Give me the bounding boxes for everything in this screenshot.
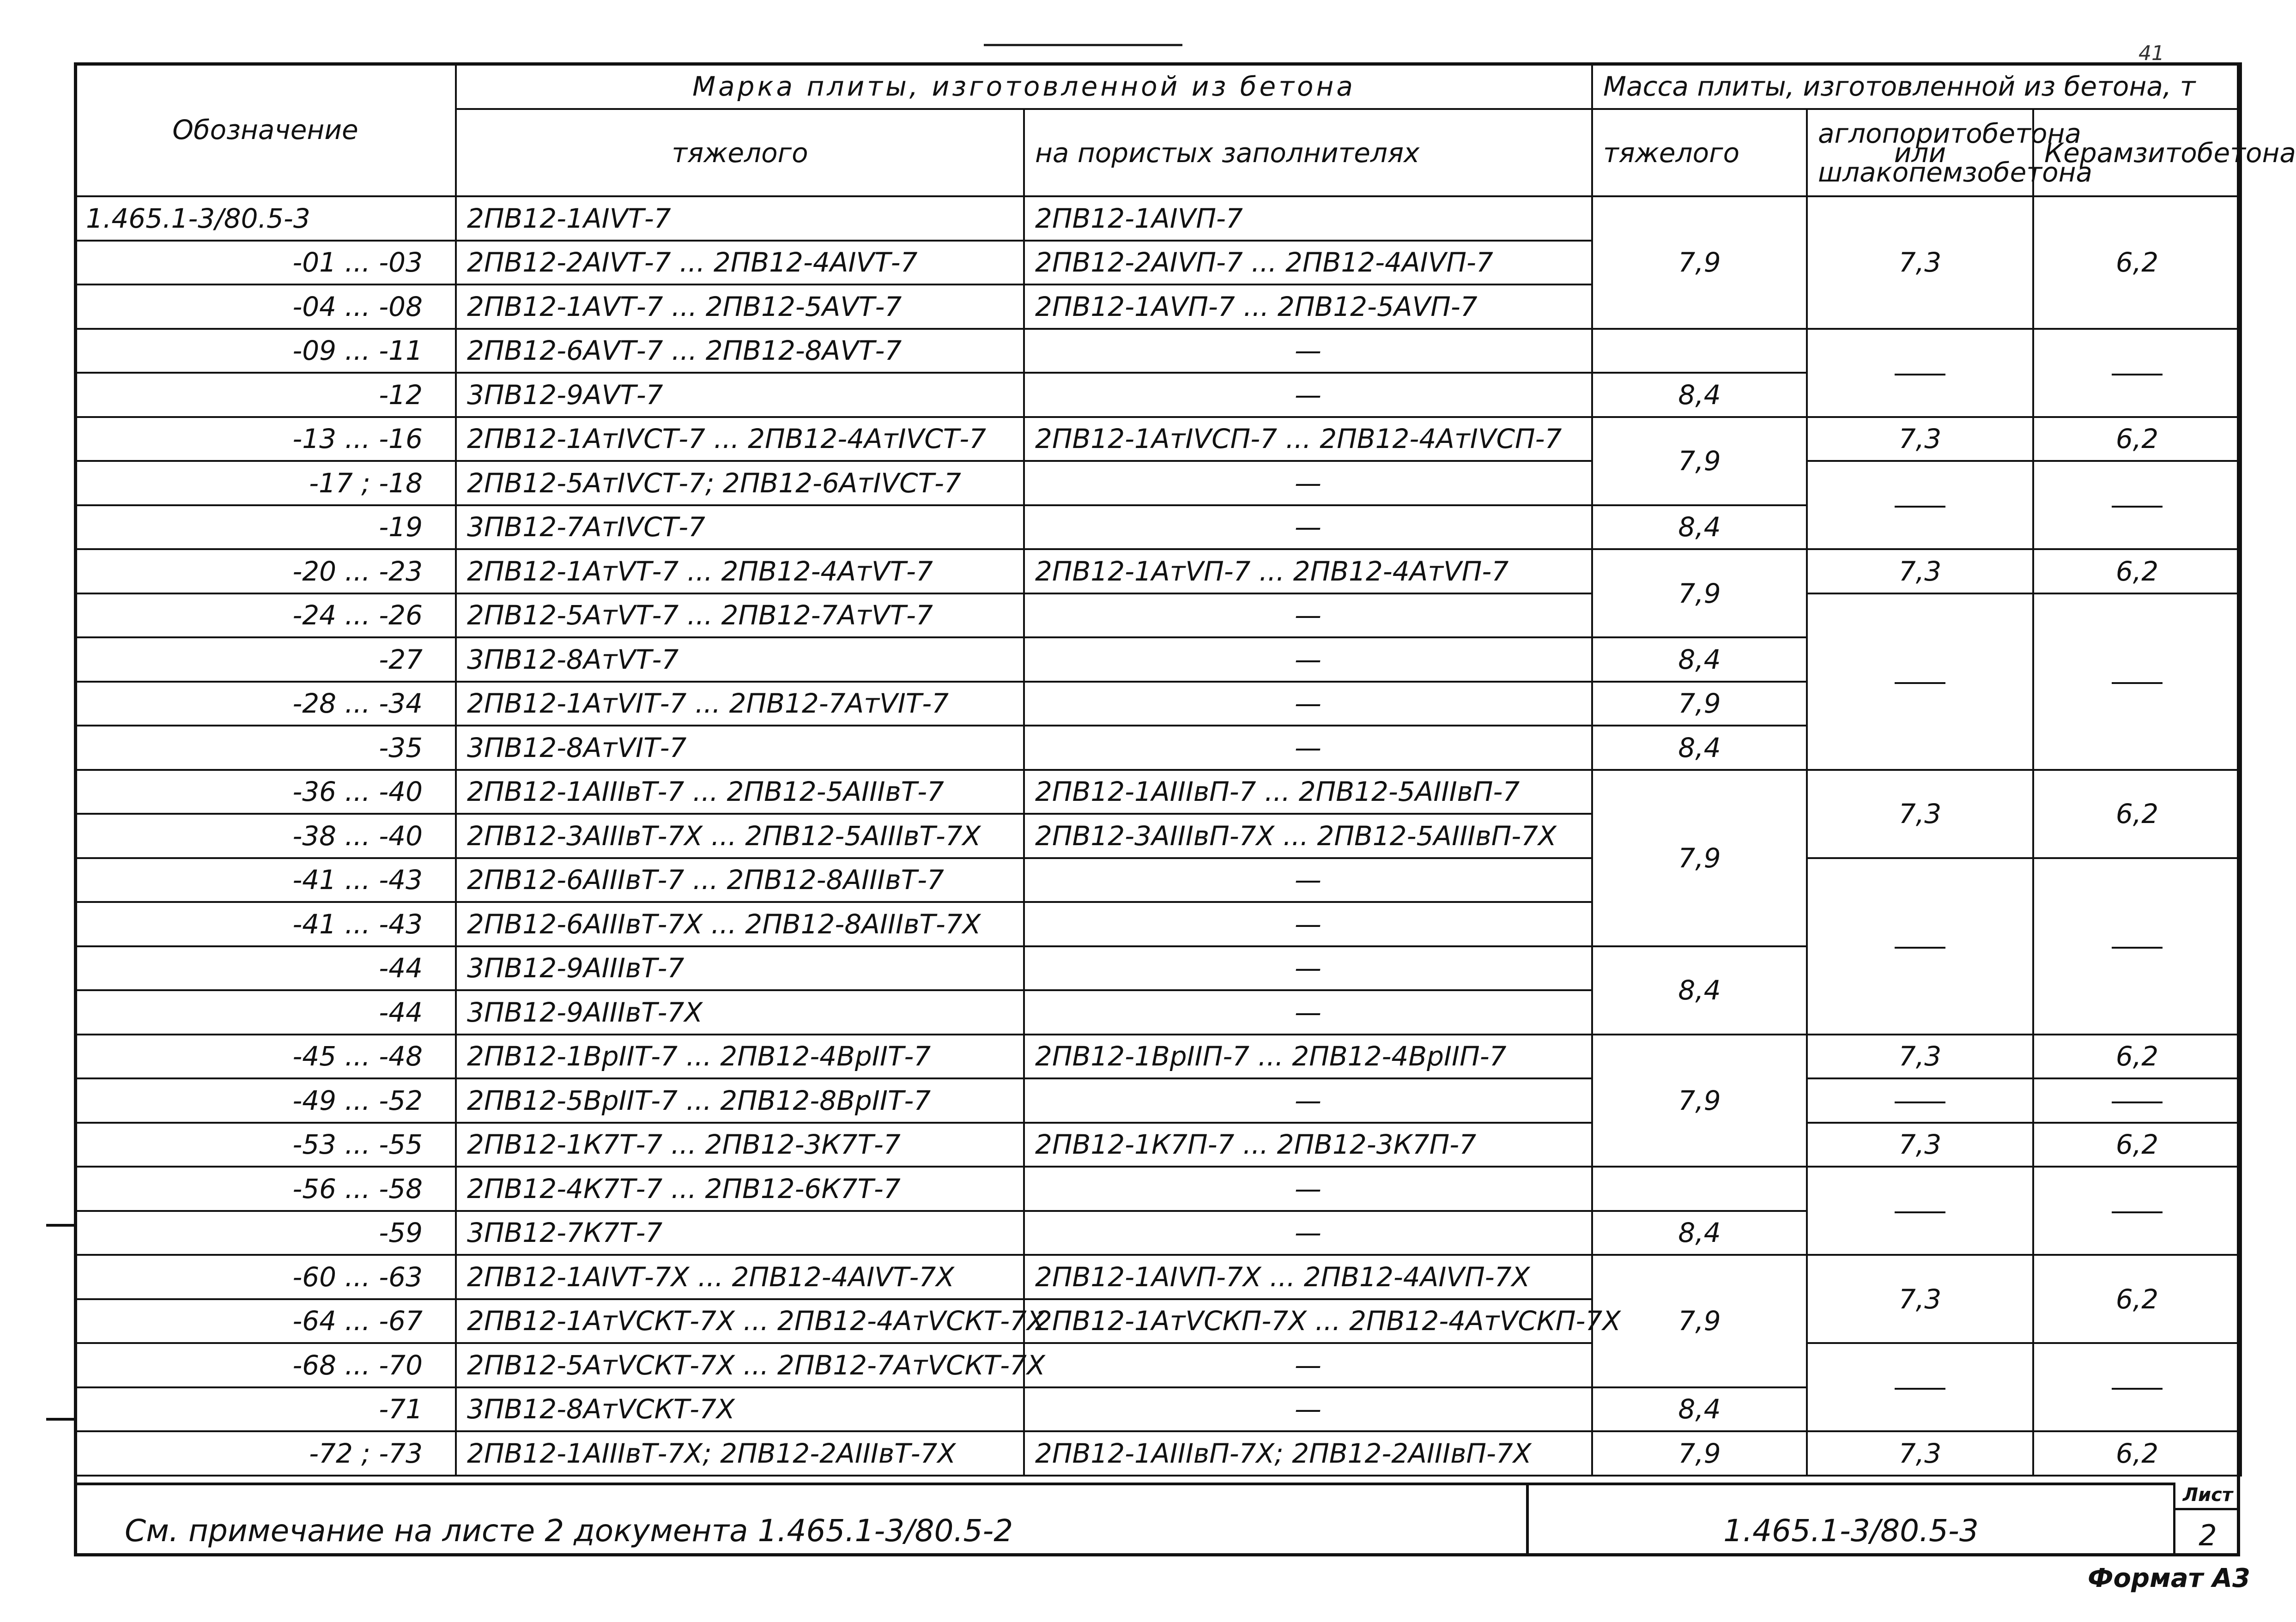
mass-agloporite-dash <box>1807 1343 2033 1431</box>
mass-agloporite-value: 7,3 <box>1807 1035 2033 1079</box>
mass-heavy-value: 7,9 <box>1592 770 1807 946</box>
row-designation: -45 ... -48 <box>75 1035 456 1079</box>
sheet-label: Лист <box>2173 1483 2240 1510</box>
mass-agloporite-dash <box>1807 1167 2033 1255</box>
row-heavy-mark: 2ПВ12-2АIVТ-7 ... 2ПВ12-4АIVТ-7 <box>456 241 1024 285</box>
row-porous-mark: — <box>1024 858 1592 902</box>
row-porous-mark: — <box>1024 593 1592 638</box>
header-row <box>75 63 2241 109</box>
row-porous-mark: — <box>1024 637 1592 682</box>
row-heavy-mark: 2ПВ12-1АIIIвТ-7Х; 2ПВ12-2АIIIвТ-7Х <box>456 1431 1024 1476</box>
row-designation: -41 ... -43 <box>75 902 456 946</box>
mass-heavy-value: 8,4 <box>1592 637 1807 682</box>
specification-table <box>74 62 2296 1477</box>
row-designation: -38 ... -40 <box>75 814 456 858</box>
row-porous-mark: 2ПВ12-2АIVП-7 ... 2ПВ12-4АIVП-7 <box>1024 241 1592 285</box>
row-porous-mark: 2ПВ12-1АVП-7 ... 2ПВ12-5АVП-7 <box>1024 284 1592 329</box>
row-heavy-mark: 2ПВ12-1АVТ-7 ... 2ПВ12-5АVТ-7 <box>456 284 1024 329</box>
table-row <box>75 1123 2241 1167</box>
mass-agloporite-value: 7,3 <box>1807 1123 2033 1167</box>
table-row <box>75 1078 2241 1123</box>
mass-agloporite-value: 7,3 <box>1807 196 2033 329</box>
row-heavy-mark: 3ПВ12-8АтVТ-7 <box>456 637 1024 682</box>
mass-heavy-value: 7,9 <box>1592 1255 1807 1387</box>
mass-heavy-value: 8,4 <box>1592 946 1807 1035</box>
row-heavy-mark: 2ПВ12-1АтVIТ-7 ... 2ПВ12-7АтVIТ-7 <box>456 682 1024 726</box>
sheet-number: 2 <box>2173 1510 2240 1556</box>
document-code: 1.465.1-3/80.5-3 <box>1529 1483 2173 1556</box>
row-porous-mark: — <box>1024 373 1592 417</box>
mass-heavy-value: 8,4 <box>1592 373 1807 417</box>
row-porous-mark: — <box>1024 990 1592 1035</box>
row-heavy-mark: 3ПВ12-7АтIVСТ-7 <box>456 505 1024 550</box>
mass-heavy-value: 7,9 <box>1592 196 1807 329</box>
table-row <box>75 593 2241 638</box>
mass-keramzit-value: 6,2 <box>2033 1255 2241 1343</box>
row-porous-mark: — <box>1024 1211 1592 1255</box>
row-porous-mark: 2ПВ12-1АтVСКП-7Х ... 2ПВ12-4АтVСКП-7Х <box>1024 1299 1592 1344</box>
row-porous-mark: — <box>1024 1343 1592 1387</box>
mass-keramzit-value: 6,2 <box>2033 770 2241 858</box>
mass-keramzit-dash <box>2033 858 2241 1035</box>
row-heavy-mark: 2ПВ12-1ВрIIТ-7 ... 2ПВ12-4ВрIIТ-7 <box>456 1035 1024 1079</box>
table-row <box>75 329 2241 373</box>
table-row <box>75 858 2241 902</box>
mass-agloporite-value: 7,3 <box>1807 1431 2033 1476</box>
row-heavy-mark: 2ПВ12-1АтVТ-7 ... 2ПВ12-4АтVТ-7 <box>456 549 1024 593</box>
mass-agloporite-dash <box>1807 1078 2033 1123</box>
fold-mark <box>46 1224 74 1227</box>
row-designation: -01 ... -03 <box>75 241 456 285</box>
row-designation: -17 ; -18 <box>75 461 456 505</box>
mass-agloporite-dash <box>1807 461 2033 549</box>
row-heavy-mark: 3ПВ12-9АIIIвТ-7Х <box>456 990 1024 1035</box>
mass-keramzit-dash <box>2033 461 2241 549</box>
mark-header: Марка плиты, изготовленной из бетона <box>456 63 1592 109</box>
row-designation: -09 ... -11 <box>75 329 456 373</box>
row-porous-mark: — <box>1024 946 1592 991</box>
row-heavy-mark: 2ПВ12-1АтIVСТ-7 ... 2ПВ12-4АтIVСТ-7 <box>456 417 1024 461</box>
row-heavy-mark: 3ПВ12-9АIIIвТ-7 <box>456 946 1024 991</box>
row-porous-mark: — <box>1024 329 1592 373</box>
row-heavy-mark: 3ПВ12-9АVТ-7 <box>456 373 1024 417</box>
porous-concrete-header: на пористых заполнителях <box>1024 109 1592 196</box>
row-designation: -71 <box>75 1387 456 1432</box>
row-designation: -68 ... -70 <box>75 1343 456 1387</box>
row-designation: -72 ; -73 <box>75 1431 456 1476</box>
mass-keramzit-value: 6,2 <box>2033 1431 2241 1476</box>
designation-header: Обозначение <box>75 63 456 196</box>
row-heavy-mark: 2ПВ12-1АIIIвТ-7 ... 2ПВ12-5АIIIвТ-7 <box>456 770 1024 814</box>
row-porous-mark: — <box>1024 505 1592 550</box>
row-heavy-mark: 2ПВ12-6АVТ-7 ... 2ПВ12-8АVТ-7 <box>456 329 1024 373</box>
row-designation: -04 ... -08 <box>75 284 456 329</box>
row-designation: -36 ... -40 <box>75 770 456 814</box>
row-heavy-mark: 2ПВ12-1АтVСКТ-7Х ... 2ПВ12-4АтVСКТ-7Х <box>456 1299 1024 1344</box>
mass-agloporite-dash <box>1807 858 2033 1035</box>
mass-header: Масса плиты, изготовленной из бетона, т <box>1592 63 2241 109</box>
page-number: 41 <box>2138 42 2164 65</box>
mass-agloporite-header: аглопоритобетона или шлакопемзобетона <box>1807 109 2033 196</box>
mass-keramzit-dash <box>2033 1078 2241 1123</box>
row-porous-mark: 2ПВ12-1АIIIвП-7 ... 2ПВ12-5АIIIвП-7 <box>1024 770 1592 814</box>
row-designation: -49 ... -52 <box>75 1078 456 1123</box>
row-designation: -13 ... -16 <box>75 417 456 461</box>
row-porous-mark: 2ПВ12-1АIIIвП-7Х; 2ПВ12-2АIIIвП-7Х <box>1024 1431 1592 1476</box>
mass-keramzit-value: 6,2 <box>2033 417 2241 461</box>
mass-heavy-value: 8,4 <box>1592 1387 1807 1432</box>
row-designation: -24 ... -26 <box>75 593 456 638</box>
mass-agloporite-value: 7,3 <box>1807 1255 2033 1343</box>
row-heavy-mark: 2ПВ12-5АтIVСТ-7; 2ПВ12-6АтIVСТ-7 <box>456 461 1024 505</box>
row-heavy-mark: 2ПВ12-1К7Т-7 ... 2ПВ12-3К7Т-7 <box>456 1123 1024 1167</box>
mass-keramzit-value: 6,2 <box>2033 1035 2241 1079</box>
mass-heavy-header: тяжелого <box>1592 109 1807 196</box>
mass-agloporite-dash <box>1807 593 2033 770</box>
row-designation: -44 <box>75 946 456 991</box>
row-porous-mark: — <box>1024 726 1592 770</box>
row-heavy-mark: 2ПВ12-1АIVТ-7 <box>456 196 1024 241</box>
row-porous-mark: — <box>1024 682 1592 726</box>
row-designation: -27 <box>75 637 456 682</box>
row-heavy-mark: 3ПВ12-8АтVСКТ-7Х <box>456 1387 1024 1432</box>
row-porous-mark: — <box>1024 1387 1592 1432</box>
row-designation: 1.465.1-3/80.5-3 <box>75 196 456 241</box>
mass-heavy-value: 8,4 <box>1592 726 1807 770</box>
row-heavy-mark: 3ПВ12-8АтVIТ-7 <box>456 726 1024 770</box>
table-row <box>75 1167 2241 1211</box>
row-heavy-mark: 3ПВ12-7К7Т-7 <box>456 1211 1024 1255</box>
row-heavy-mark: 2ПВ12-1АIVТ-7Х ... 2ПВ12-4АIVТ-7Х <box>456 1255 1024 1299</box>
mass-heavy-empty <box>1592 1167 1807 1211</box>
mass-keramzit-dash <box>2033 593 2241 770</box>
row-designation: -56 ... -58 <box>75 1167 456 1211</box>
row-designation: -60 ... -63 <box>75 1255 456 1299</box>
fold-mark <box>46 1418 74 1421</box>
row-designation: -35 <box>75 726 456 770</box>
table-row <box>75 549 2241 593</box>
row-porous-mark: — <box>1024 902 1592 946</box>
table-row <box>75 1035 2241 1079</box>
mass-heavy-value: 7,9 <box>1592 682 1807 726</box>
table-row <box>75 1343 2241 1387</box>
mass-agloporite-value: 7,3 <box>1807 770 2033 858</box>
row-porous-mark: 2ПВ12-1АтIVСП-7 ... 2ПВ12-4АтIVСП-7 <box>1024 417 1592 461</box>
row-porous-mark: 2ПВ12-1ВрIIП-7 ... 2ПВ12-4ВрIIП-7 <box>1024 1035 1592 1079</box>
row-heavy-mark: 2ПВ12-5АтVСКТ-7Х ... 2ПВ12-7АтVСКТ-7Х <box>456 1343 1024 1387</box>
mass-agloporite-dash <box>1807 329 2033 417</box>
mass-keramzit-value: 6,2 <box>2033 196 2241 329</box>
row-porous-mark: 2ПВ12-1АIVП-7 <box>1024 196 1592 241</box>
footer-note: См. примечание на листе 2 документа 1.465.1-3/80.5-2 <box>74 1483 1529 1556</box>
mass-heavy-value: 7,9 <box>1592 1431 1807 1476</box>
row-designation: -59 <box>75 1211 456 1255</box>
row-designation: -41 ... -43 <box>75 858 456 902</box>
row-designation: -28 ... -34 <box>75 682 456 726</box>
row-heavy-mark: 2ПВ12-6АIIIвТ-7Х ... 2ПВ12-8АIIIвТ-7Х <box>456 902 1024 946</box>
mass-keramzit-dash <box>2033 1167 2241 1255</box>
row-designation: -20 ... -23 <box>75 549 456 593</box>
table-row <box>75 196 2241 241</box>
row-porous-mark: 2ПВ12-1АIVП-7Х ... 2ПВ12-4АIVП-7Х <box>1024 1255 1592 1299</box>
row-designation: -12 <box>75 373 456 417</box>
mass-keramzit-header: Керамзитобетона <box>2033 109 2241 196</box>
row-porous-mark: — <box>1024 461 1592 505</box>
mass-heavy-value: 7,9 <box>1592 1035 1807 1167</box>
row-porous-mark: 2ПВ12-1К7П-7 ... 2ПВ12-3К7П-7 <box>1024 1123 1592 1167</box>
mass-keramzit-value: 6,2 <box>2033 549 2241 593</box>
row-porous-mark: 2ПВ12-3АIIIвП-7Х ... 2ПВ12-5АIIIвП-7Х <box>1024 814 1592 858</box>
row-designation: -53 ... -55 <box>75 1123 456 1167</box>
row-heavy-mark: 2ПВ12-3АIIIвТ-7Х ... 2ПВ12-5АIIIвТ-7Х <box>456 814 1024 858</box>
row-porous-mark: 2ПВ12-1АтVП-7 ... 2ПВ12-4АтVП-7 <box>1024 549 1592 593</box>
table-row <box>75 1431 2241 1476</box>
row-porous-mark: — <box>1024 1078 1592 1123</box>
mass-heavy-value: 8,4 <box>1592 505 1807 550</box>
paper-format: Формат А3 <box>2088 1563 2250 1593</box>
table-row <box>75 417 2241 461</box>
mass-heavy-value: 8,4 <box>1592 1211 1807 1255</box>
row-heavy-mark: 2ПВ12-6АIIIвТ-7 ... 2ПВ12-8АIIIвТ-7 <box>456 858 1024 902</box>
table-row <box>75 461 2241 505</box>
mass-heavy-value: 7,9 <box>1592 549 1807 637</box>
table-row <box>75 770 2241 814</box>
top-rule <box>984 44 1182 46</box>
row-heavy-mark: 2ПВ12-5ВрIIТ-7 ... 2ПВ12-8ВрIIТ-7 <box>456 1078 1024 1123</box>
row-designation: -44 <box>75 990 456 1035</box>
mass-agloporite-value: 7,3 <box>1807 549 2033 593</box>
mass-agloporite-value: 7,3 <box>1807 417 2033 461</box>
heavy-concrete-header: тяжелого <box>456 109 1024 196</box>
mass-keramzit-dash <box>2033 329 2241 417</box>
mass-heavy-value: 7,9 <box>1592 417 1807 505</box>
mass-heavy-empty <box>1592 329 1807 373</box>
row-designation: -19 <box>75 505 456 550</box>
row-heavy-mark: 2ПВ12-4К7Т-7 ... 2ПВ12-6К7Т-7 <box>456 1167 1024 1211</box>
row-designation: -64 ... -67 <box>75 1299 456 1344</box>
row-heavy-mark: 2ПВ12-5АтVТ-7 ... 2ПВ12-7АтVТ-7 <box>456 593 1024 638</box>
row-porous-mark: — <box>1024 1167 1592 1211</box>
table-row <box>75 1255 2241 1299</box>
mass-keramzit-value: 6,2 <box>2033 1123 2241 1167</box>
mass-keramzit-dash <box>2033 1343 2241 1431</box>
